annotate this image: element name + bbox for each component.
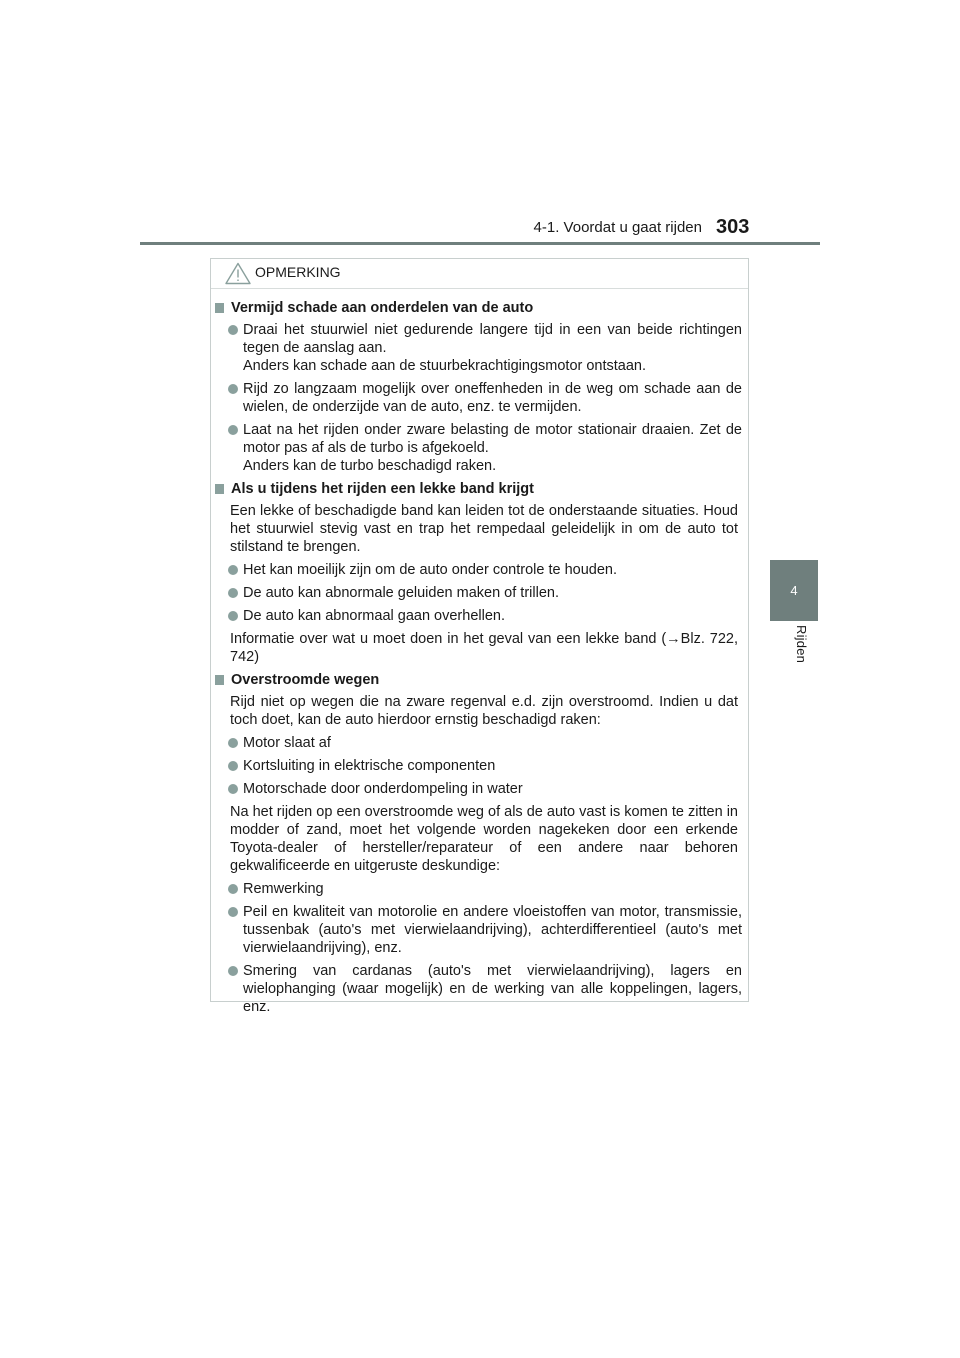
square-bullet-icon — [215, 484, 224, 494]
square-bullet-icon — [215, 675, 224, 685]
round-bullet-icon — [228, 325, 238, 335]
round-bullet-icon — [228, 884, 238, 894]
list-item-text: De auto kan abnormaal gaan overhellen. — [243, 608, 505, 624]
list-item — [211, 734, 742, 752]
square-bullet-icon — [215, 303, 224, 313]
section-heading-text: Overstroomde wegen — [231, 672, 380, 688]
round-bullet-icon — [228, 384, 238, 394]
list-item-text: Smering van cardanas (auto's met vierwielaandrijving), lagers en wielophanging (waar mogelijk) en de werking van alle koppelingen, lagers, enz. — [243, 963, 742, 1015]
list-item — [211, 780, 742, 798]
list-item — [211, 584, 742, 602]
list-item — [211, 321, 742, 375]
round-bullet-icon — [228, 565, 238, 575]
list-item — [211, 962, 742, 1016]
list-item-text: Peil en kwaliteit van motorolie en andere vloeistoffen van motor, transmissie, tussenbak (auto's met vierwielaandrijving), achterdifferentieel (auto's met vierwielaandrijving), enz. — [243, 904, 742, 956]
round-bullet-icon — [228, 588, 238, 598]
chapter-tab: 4 — [770, 560, 818, 621]
header-title: 4-1. Voordat u gaat rijden — [533, 219, 702, 236]
round-bullet-icon — [228, 966, 238, 976]
list-item-text: Motor slaat af — [243, 735, 331, 751]
round-bullet-icon — [228, 738, 238, 748]
notice-box — [210, 258, 749, 1015]
round-bullet-icon — [228, 425, 238, 435]
paragraph: Informatie over wat u moet doen in het geval van een lekke band (→Blz. 722, 742) — [230, 631, 738, 665]
list-item-text: Draai het stuurwiel niet gedurende langere tijd in een van beide richtingen tegen de aanslag aan. — [243, 322, 742, 356]
notice-header — [211, 259, 748, 289]
list-item-text: Kortsluiting in elektrische componenten — [243, 758, 496, 774]
list-item-text: De auto kan abnormale geluiden maken of trillen. — [243, 585, 559, 601]
list-item-text: Rijd zo langzaam mogelijk over oneffenheden in de weg om schade aan de wielen, de onderzijde van de auto, enz. te vermijden. — [243, 381, 742, 415]
list-item — [211, 421, 742, 475]
list-item — [211, 380, 742, 416]
list-item-text: Het kan moeilijk zijn om de auto onder controle te houden. — [243, 562, 617, 578]
section-heading-text: Vermijd schade aan onderdelen van de auto — [231, 300, 534, 316]
paragraph: Rijd niet op wegen die na zware regenval e.d. zijn overstroomd. Indien u dat toch doet, kan de auto hierdoor ernstig beschadigd raken: — [230, 694, 738, 728]
list-item-text: Motorschade door onderdompeling in water — [243, 781, 523, 797]
section-heading — [211, 480, 748, 498]
section-heading — [211, 299, 748, 317]
round-bullet-icon — [228, 611, 238, 621]
notice-title: OPMERKING — [255, 264, 341, 280]
section-heading — [211, 671, 748, 689]
section-heading-text: Als u tijdens het rijden een lekke band krijgt — [231, 481, 534, 497]
paragraph: Na het rijden op een overstroomde weg of als de auto vast is komen te zitten in modder of zand, moet het volgende worden nagekeken door een erkende Toyota-dealer of hersteller/reparateur of een andere naar behoren gekwalificeerde en uitgeruste deskundige: — [230, 804, 738, 874]
list-item — [211, 757, 742, 775]
list-item-text: Remwerking — [243, 881, 324, 897]
list-item-text: Anders kan de turbo beschadigd raken. — [243, 458, 497, 474]
list-item — [211, 561, 742, 579]
paragraph: Een lekke of beschadigde band kan leiden tot de onderstaande situaties. Houd het stuurwiel stevig vast en trap het rempedaal geleidelijk in om de auto tot stilstand te brengen. — [230, 503, 738, 555]
list-item-text: Anders kan schade aan de stuurbekrachtigingsmotor ontstaan. — [243, 358, 647, 374]
list-item-text: Laat na het rijden onder zware belasting de motor stationair draaien. Zet de motor pas af als de turbo is afgekoeld. — [243, 422, 742, 456]
list-item — [211, 903, 742, 957]
round-bullet-icon — [228, 784, 238, 794]
warning-icon — [225, 262, 251, 285]
list-item — [211, 880, 742, 898]
round-bullet-icon — [228, 907, 238, 917]
list-item — [211, 607, 742, 625]
chapter-label: Rijden — [794, 625, 809, 664]
header-rule — [140, 242, 820, 245]
round-bullet-icon — [228, 761, 238, 771]
page-number: 303 — [716, 216, 750, 238]
notice-body — [211, 299, 748, 1021]
